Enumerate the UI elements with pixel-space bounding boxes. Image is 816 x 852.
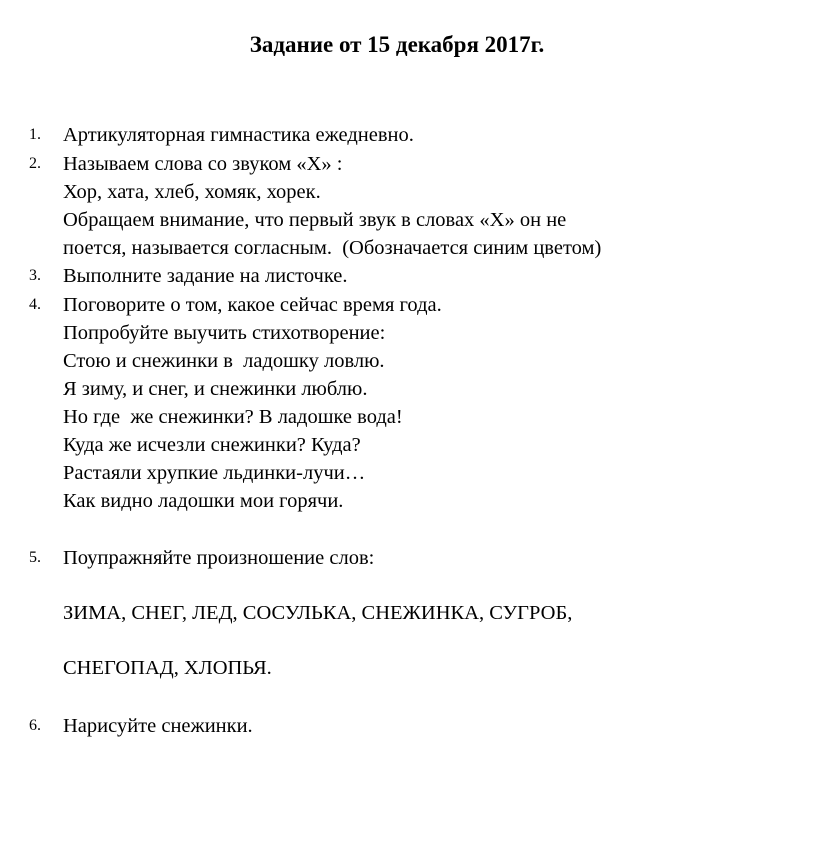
list-number: 1. (29, 126, 41, 143)
list-item-5 (29, 544, 789, 572)
list-number: 3. (29, 267, 41, 284)
list-item-text (63, 291, 789, 515)
text-line: Нарисуйте снежинки. (63, 715, 253, 737)
text-line: Выполните задание на листочке. (63, 265, 348, 287)
text-line: поется, называется согласным. (Обозначается синим цветом) (63, 237, 602, 259)
list-item-4 (29, 291, 789, 515)
poem-line: Куда же исчезли снежинки? Куда? (63, 434, 361, 456)
list-item-1 (29, 121, 789, 149)
poem-line: Стою и снежинки в ладошку ловлю. (63, 350, 385, 372)
practice-words-line-1: ЗИМА, СНЕГ, ЛЕД, СОСУЛЬКА, СНЕЖИНКА, СУГРОБ, (63, 602, 573, 624)
text-line: Обращаем внимание, что первый звук в словах «Х» он не (63, 209, 567, 231)
text-line: Артикуляторная гимнастика ежедневно. (63, 124, 414, 146)
document-title: Задание от 15 декабря 2017г. (249, 32, 545, 57)
text-line: Хор, хата, хлеб, хомяк, хорек. (63, 181, 321, 203)
list-item-3 (29, 262, 789, 290)
list-number: 5. (29, 549, 41, 566)
list-item-text (63, 544, 789, 572)
list-number: 6. (29, 717, 41, 734)
list-item-2 (29, 150, 789, 262)
list-item-text (63, 121, 789, 149)
list-item-6 (29, 712, 789, 740)
text-line: Поговорите о том, какое сейчас время года. (63, 294, 442, 316)
poem-line: Как видно ладошки мои горячи. (63, 490, 344, 512)
poem-line: Но где же снежинки? В ладошке вода! (63, 406, 403, 428)
list-item-text (63, 262, 789, 290)
poem-line: Растаяли хрупкие льдинки-лучи… (63, 462, 366, 484)
text-line: Называем слова со звуком «Х» : (63, 153, 343, 175)
list-item-text (63, 150, 789, 262)
poem-line: Я зиму, и снег, и снежинки люблю. (63, 378, 368, 400)
text-line: Поупражняйте произношение слов: (63, 547, 375, 569)
practice-words-line-2: СНЕГОПАД, ХЛОПЬЯ. (63, 657, 272, 679)
list-item-text (63, 712, 789, 740)
text-line: Попробуйте выучить стихотворение: (63, 322, 386, 344)
list-number: 4. (29, 296, 41, 313)
list-number: 2. (29, 155, 41, 172)
